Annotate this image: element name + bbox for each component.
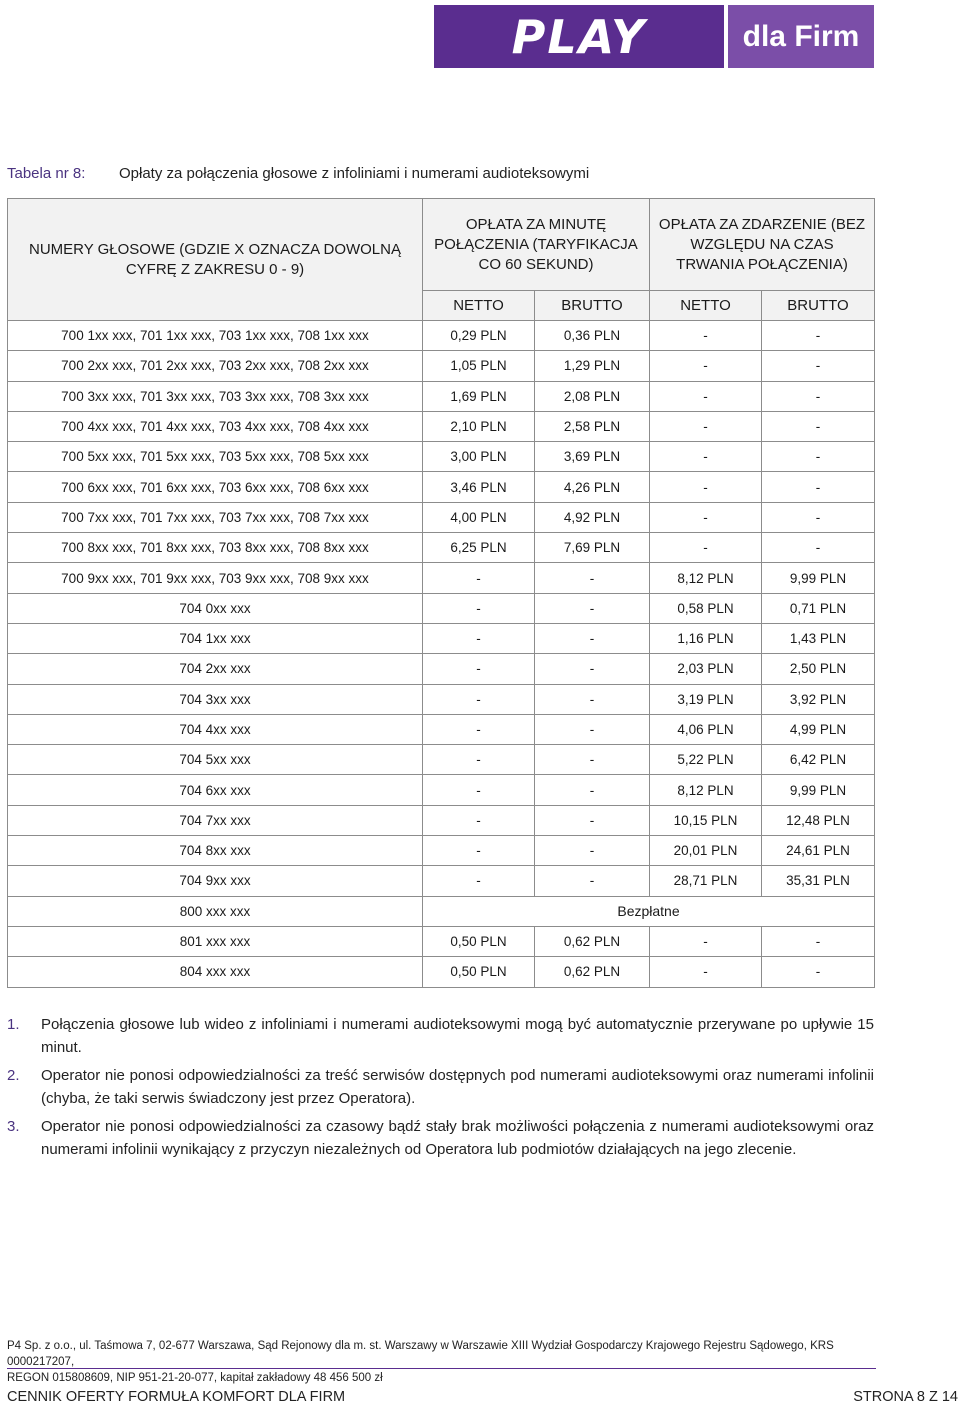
note-text: Operator nie ponosi odpowiedzialności za treść serwisów dostępnych pod numerami audioteksowymi oraz numerami infolinii (chyba, że taki serwis świadczony jest przez Operatora). (41, 1067, 874, 1107)
number-range-cell: 704 8xx xxx (8, 836, 423, 866)
brutto-minute-cell: 4,92 PLN (535, 502, 650, 532)
brutto-event-cell: 6,42 PLN (762, 745, 875, 775)
number-range-cell: 700 1xx xxx, 701 1xx xxx, 703 1xx xxx, 708 1xx xxx (8, 321, 423, 351)
brutto-event-cell: 2,50 PLN (762, 654, 875, 684)
note-item (7, 1064, 874, 1110)
table-row (8, 684, 875, 714)
footer-divider (7, 1368, 876, 1369)
brutto-event-cell: - (762, 533, 875, 563)
netto-minute-cell: - (423, 745, 535, 775)
number-range-cell: 700 5xx xxx, 701 5xx xxx, 703 5xx xxx, 708 5xx xxx (8, 442, 423, 472)
netto-minute-cell: - (423, 654, 535, 684)
netto-minute-cell: 6,25 PLN (423, 533, 535, 563)
brutto-minute-cell: - (535, 805, 650, 835)
netto-event-cell: 3,19 PLN (650, 684, 762, 714)
note-item (7, 1115, 874, 1161)
brutto-minute-cell: 2,58 PLN (535, 411, 650, 441)
footer-legal-line: P4 Sp. z o.o., ul. Taśmowa 7, 02-677 Warszawa, Sąd Rejonowy dla m. st. Warszawy w Warszawie XIII Wydział Gospodarczy Krajowego Rejestru Sądowego, KRS 0000217207, (7, 1340, 834, 1368)
brutto-minute-cell: - (535, 563, 650, 593)
brutto-event-cell: - (762, 472, 875, 502)
netto-event-cell: 28,71 PLN (650, 866, 762, 896)
brutto-minute-cell: - (535, 866, 650, 896)
netto-minute-cell: 0,50 PLN (423, 957, 535, 987)
brutto-minute-cell: - (535, 775, 650, 805)
brutto-event-cell: 35,31 PLN (762, 866, 875, 896)
brutto-minute-cell: 3,69 PLN (535, 442, 650, 472)
rates-table (7, 198, 875, 988)
table-row (8, 654, 875, 684)
table-row (8, 472, 875, 502)
netto-minute-cell: - (423, 623, 535, 653)
brutto-event-cell: 9,99 PLN (762, 775, 875, 805)
netto-minute-cell: 4,00 PLN (423, 502, 535, 532)
table-row (8, 745, 875, 775)
brutto-event-cell: 3,92 PLN (762, 684, 875, 714)
table-row (8, 714, 875, 744)
netto-minute-cell: 3,00 PLN (423, 442, 535, 472)
number-range-cell: 704 0xx xxx (8, 593, 423, 623)
number-range-cell: 704 2xx xxx (8, 654, 423, 684)
table-row (8, 775, 875, 805)
note-item (7, 1013, 874, 1059)
table-row (8, 563, 875, 593)
netto-event-cell: 1,16 PLN (650, 623, 762, 653)
netto-event-cell: - (650, 472, 762, 502)
netto-minute-cell: - (423, 684, 535, 714)
brutto-event-cell: - (762, 957, 875, 987)
brutto-minute-cell: - (535, 836, 650, 866)
play-logo-block (434, 5, 724, 68)
number-range-cell: 700 9xx xxx, 701 9xx xxx, 703 9xx xxx, 708 9xx xxx (8, 563, 423, 593)
brutto-event-cell: - (762, 351, 875, 381)
brutto-minute-cell: - (535, 714, 650, 744)
number-range-cell: 700 3xx xxx, 701 3xx xxx, 703 3xx xxx, 708 3xx xxx (8, 381, 423, 411)
subheader-brutto-event: BRUTTO (762, 291, 875, 321)
netto-minute-cell: 1,05 PLN (423, 351, 535, 381)
netto-event-cell: 8,12 PLN (650, 775, 762, 805)
netto-event-cell: 10,15 PLN (650, 805, 762, 835)
brutto-minute-cell: 7,69 PLN (535, 533, 650, 563)
brutto-event-cell: 9,99 PLN (762, 563, 875, 593)
brutto-event-cell: - (762, 381, 875, 411)
table-row (8, 381, 875, 411)
subheader-brutto-minute: BRUTTO (535, 291, 650, 321)
number-range-cell: 700 7xx xxx, 701 7xx xxx, 703 7xx xxx, 708 7xx xxx (8, 502, 423, 532)
note-number: 3. (7, 1118, 20, 1135)
number-range-cell: 704 6xx xxx (8, 775, 423, 805)
brutto-minute-cell: 0,62 PLN (535, 957, 650, 987)
table-title: Opłaty za połączenia głosowe z infoliniami i numerami audioteksowymi (119, 165, 590, 182)
dla-firm-logo-block (728, 5, 874, 68)
table-row (8, 321, 875, 351)
note-text: Operator nie ponosi odpowiedzialności za czasowy bądź stały brak możliwości połączenia z numerami audioteksowymi oraz numerami infolinii wynikający z przyczyn niezależnych od Operatora lub podmiotów działających na jego zlecenie. (41, 1118, 874, 1158)
brutto-minute-cell: 2,08 PLN (535, 381, 650, 411)
netto-minute-cell: 1,69 PLN (423, 381, 535, 411)
number-range-cell: 801 xxx xxx (8, 926, 423, 956)
netto-minute-cell: 0,50 PLN (423, 926, 535, 956)
brutto-minute-cell: - (535, 684, 650, 714)
table-number: Tabela nr 8: (7, 165, 86, 182)
note-number: 1. (7, 1016, 20, 1033)
netto-event-cell: 4,06 PLN (650, 714, 762, 744)
netto-minute-cell: - (423, 775, 535, 805)
subheader-netto-minute: NETTO (423, 291, 535, 321)
netto-minute-cell: - (423, 563, 535, 593)
netto-minute-cell: - (423, 866, 535, 896)
brutto-event-cell: - (762, 442, 875, 472)
netto-event-cell: - (650, 381, 762, 411)
play-dla-firm-logo (434, 5, 874, 68)
table-row (8, 836, 875, 866)
netto-minute-cell: 2,10 PLN (423, 411, 535, 441)
table-row (8, 623, 875, 653)
number-range-cell: 704 5xx xxx (8, 745, 423, 775)
note-text: Połączenia głosowe lub wideo z infoliniami i numerami audioteksowymi mogą być automatycznie przerywane po upływie 15 minut. (41, 1016, 874, 1056)
brutto-minute-cell: 0,62 PLN (535, 926, 650, 956)
number-range-cell: 704 1xx xxx (8, 623, 423, 653)
brutto-minute-cell: - (535, 654, 650, 684)
netto-event-cell: - (650, 351, 762, 381)
footer-page-number: STRONA 8 Z 14 (853, 1389, 958, 1405)
number-range-cell: 700 4xx xxx, 701 4xx xxx, 703 4xx xxx, 708 4xx xxx (8, 411, 423, 441)
footer-document-title: CENNIK OFERTY FORMUŁA KOMFORT DLA FIRM (7, 1389, 346, 1405)
table-row (8, 593, 875, 623)
notes-list (7, 1013, 874, 1166)
subheader-netto-event: NETTO (650, 291, 762, 321)
brutto-event-cell: - (762, 321, 875, 351)
footer-legal (7, 1338, 874, 1386)
number-range-cell: 700 2xx xxx, 701 2xx xxx, 703 2xx xxx, 708 2xx xxx (8, 351, 423, 381)
number-range-cell: 700 6xx xxx, 701 6xx xxx, 703 6xx xxx, 708 6xx xxx (8, 472, 423, 502)
number-range-cell: 804 xxx xxx (8, 957, 423, 987)
brutto-minute-cell: - (535, 745, 650, 775)
brutto-minute-cell: 1,29 PLN (535, 351, 650, 381)
brutto-event-cell: 12,48 PLN (762, 805, 875, 835)
netto-event-cell: 2,03 PLN (650, 654, 762, 684)
brutto-event-cell: 4,99 PLN (762, 714, 875, 744)
note-number: 2. (7, 1067, 20, 1084)
brutto-event-cell: - (762, 411, 875, 441)
netto-event-cell: - (650, 533, 762, 563)
table-row (8, 502, 875, 532)
netto-event-cell: 0,58 PLN (650, 593, 762, 623)
brutto-event-cell: 0,71 PLN (762, 593, 875, 623)
footer-legal-line: REGON 015808609, NIP 951-21-20-077, kapitał zakładowy 48 456 500 zł (7, 1372, 383, 1384)
brutto-event-cell: 24,61 PLN (762, 836, 875, 866)
header-voice-numbers: NUMERY GŁOSOWE (GDZIE X OZNACZA DOWOLNĄ CYFRĘ Z ZAKRESU 0 - 9) (8, 199, 423, 321)
number-range-cell: 704 7xx xxx (8, 805, 423, 835)
number-range-cell: 704 4xx xxx (8, 714, 423, 744)
netto-event-cell: - (650, 957, 762, 987)
brutto-minute-cell: - (535, 623, 650, 653)
free-of-charge-cell: Bezpłatne (423, 896, 875, 926)
table-row (8, 533, 875, 563)
netto-event-cell: - (650, 502, 762, 532)
table-row (8, 442, 875, 472)
table-row (8, 866, 875, 896)
number-range-cell: 800 xxx xxx (8, 896, 423, 926)
netto-minute-cell: 3,46 PLN (423, 472, 535, 502)
table-row (8, 957, 875, 987)
netto-minute-cell: - (423, 714, 535, 744)
brutto-event-cell: - (762, 926, 875, 956)
netto-event-cell: 20,01 PLN (650, 836, 762, 866)
netto-event-cell: - (650, 321, 762, 351)
netto-minute-cell: 0,29 PLN (423, 321, 535, 351)
number-range-cell: 700 8xx xxx, 701 8xx xxx, 703 8xx xxx, 708 8xx xxx (8, 533, 423, 563)
netto-minute-cell: - (423, 836, 535, 866)
netto-minute-cell: - (423, 593, 535, 623)
header-per-minute: OPŁATA ZA MINUTĘ POŁĄCZENIA (TARYFIKACJA CO 60 SEKUND) (423, 199, 650, 291)
netto-minute-cell: - (423, 805, 535, 835)
header-per-event: OPŁATA ZA ZDARZENIE (BEZ WZGLĘDU NA CZAS TRWANIA POŁĄCZENIA) (650, 199, 875, 291)
brutto-minute-cell: - (535, 593, 650, 623)
table-row (8, 351, 875, 381)
table-row (8, 805, 875, 835)
play-logo-text: PLAY (511, 9, 647, 64)
brutto-minute-cell: 4,26 PLN (535, 472, 650, 502)
dla-firm-logo-text: dla Firm (742, 19, 860, 53)
brutto-event-cell: - (762, 502, 875, 532)
table-row (8, 896, 875, 926)
netto-event-cell: 8,12 PLN (650, 563, 762, 593)
netto-event-cell: 5,22 PLN (650, 745, 762, 775)
brutto-minute-cell: 0,36 PLN (535, 321, 650, 351)
netto-event-cell: - (650, 411, 762, 441)
table-row (8, 411, 875, 441)
netto-event-cell: - (650, 926, 762, 956)
number-range-cell: 704 9xx xxx (8, 866, 423, 896)
number-range-cell: 704 3xx xxx (8, 684, 423, 714)
table-row (8, 926, 875, 956)
netto-event-cell: - (650, 442, 762, 472)
brutto-event-cell: 1,43 PLN (762, 623, 875, 653)
